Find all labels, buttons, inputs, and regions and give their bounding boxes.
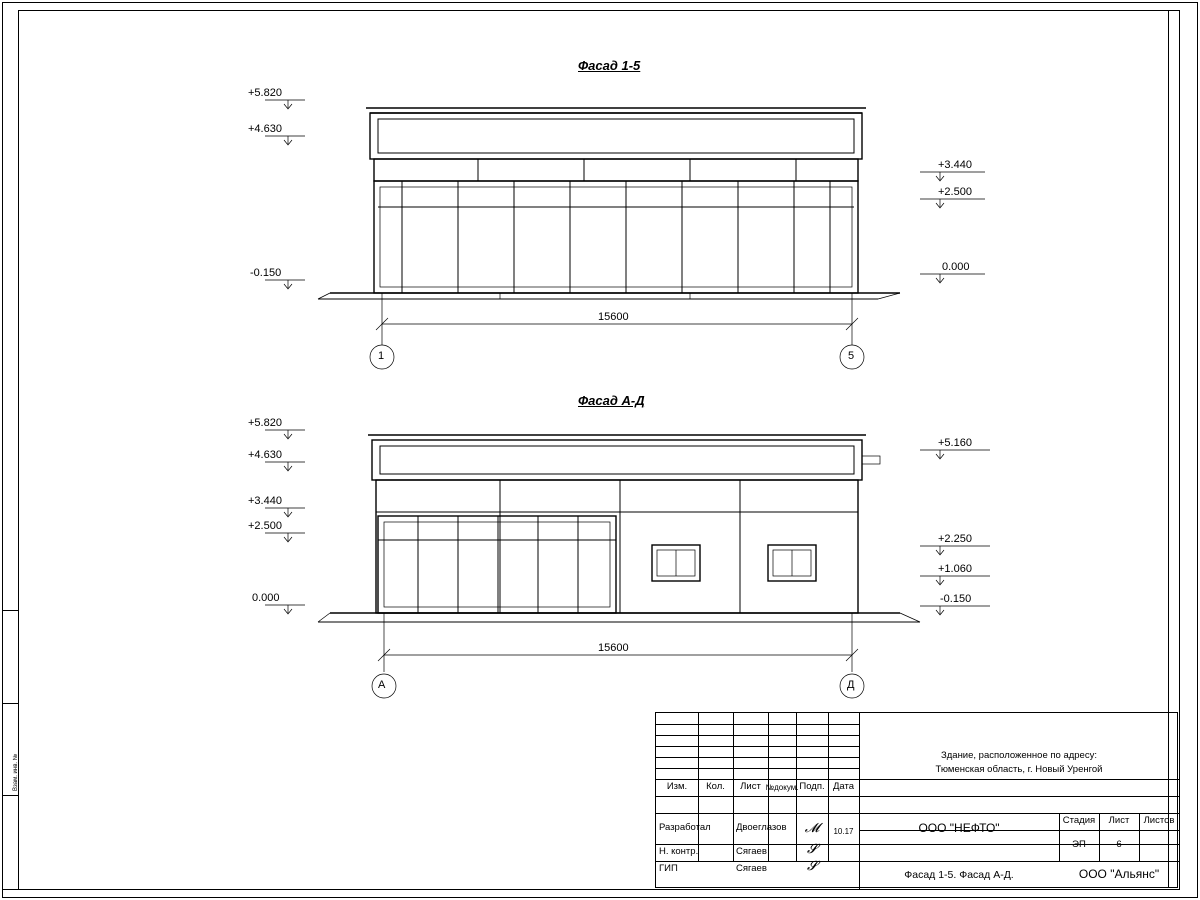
- facade-1-5-geometry: [265, 100, 985, 369]
- facade-1-5-dimension: 15600: [598, 311, 629, 323]
- facade-a-d-level-r2: +2.250: [938, 533, 972, 545]
- sheets-value: [1139, 830, 1179, 861]
- facade-a-d-level-3: +3.440: [248, 495, 282, 507]
- row-date-0: 10.17: [833, 827, 854, 837]
- facade-a-d-axis-left: А: [378, 679, 386, 691]
- row-signature-1: 𝓢: [806, 841, 818, 857]
- facade-a-d-level-1: +5.820: [248, 417, 282, 429]
- col-header-list: Лист: [740, 781, 761, 793]
- object-line-2: Тюменская область, г. Новый Уренгой: [935, 763, 1103, 775]
- sheet-code: [859, 713, 1179, 746]
- sheet-title: Фасад 1-5. Фасад А-Д.: [904, 868, 1014, 881]
- col-header-ndoc: №докум.: [765, 782, 799, 792]
- designer-name: ООО "Альянс": [1078, 867, 1160, 882]
- facade-a-d-level-4: +2.500: [248, 520, 282, 532]
- customer-name: ООО "НЕФТО": [918, 820, 1000, 835]
- facade-a-d-level-r1: +5.160: [938, 437, 972, 449]
- col-header-data: Дата: [832, 781, 855, 793]
- facade-1-5-level-r2: +2.500: [938, 186, 972, 198]
- facade-a-d-axis-right: Д: [847, 679, 855, 691]
- facade-a-d-level-r4: -0.150: [940, 593, 972, 605]
- col-header-kol: Кол.: [706, 781, 725, 793]
- facade-a-d-level-r3: +1.060: [938, 563, 972, 575]
- facade-a-d-title: Фасад А-Д: [578, 393, 645, 408]
- facade-1-5-title: Фасад 1-5: [578, 58, 641, 73]
- facade-a-d-dimension: 15600: [598, 642, 629, 654]
- col-header-izm: Изм.: [666, 781, 688, 793]
- facade-1-5-axis-left: 1: [378, 350, 385, 362]
- col-header-podp: Подп.: [799, 781, 825, 793]
- stage-label: Стадия: [1062, 815, 1096, 827]
- facade-1-5-axis-right: 5: [848, 350, 855, 362]
- stage-value: ЭП: [1072, 839, 1086, 851]
- sheet-label: Лист: [1108, 815, 1130, 827]
- row-name-2: Сягаев: [736, 863, 767, 875]
- object-line-1: Здание, расположенное по адресу:: [941, 749, 1097, 761]
- side-stamp-label: Взам. инв. №: [13, 753, 19, 791]
- facade-1-5-level-2: +4.630: [248, 123, 282, 135]
- row-name-0: Двоеглазов: [736, 822, 787, 834]
- row-signature-2: 𝓢: [806, 858, 818, 874]
- row-role-2: ГИП: [659, 863, 678, 875]
- facade-1-5-level-3: -0.150: [250, 267, 282, 279]
- facade-1-5-level-r3: 0.000: [942, 261, 970, 273]
- facade-1-5-level-r1: +3.440: [938, 159, 972, 171]
- sheet-value: 6: [1116, 839, 1122, 851]
- row-signature-0: 𝓜: [804, 820, 820, 836]
- facade-a-d-geometry: [265, 430, 990, 698]
- facade-1-5-level-1: +5.820: [248, 87, 282, 99]
- facade-a-d-level-2: +4.630: [248, 449, 282, 461]
- row-role-1: Н. контр.: [659, 846, 699, 858]
- title-block: [655, 712, 1178, 888]
- facade-a-d-level-5: 0.000: [252, 592, 280, 604]
- row-role-0: Разработал: [659, 822, 711, 834]
- sheets-label: Листов: [1143, 815, 1175, 827]
- row-name-1: Сягаев: [736, 846, 767, 858]
